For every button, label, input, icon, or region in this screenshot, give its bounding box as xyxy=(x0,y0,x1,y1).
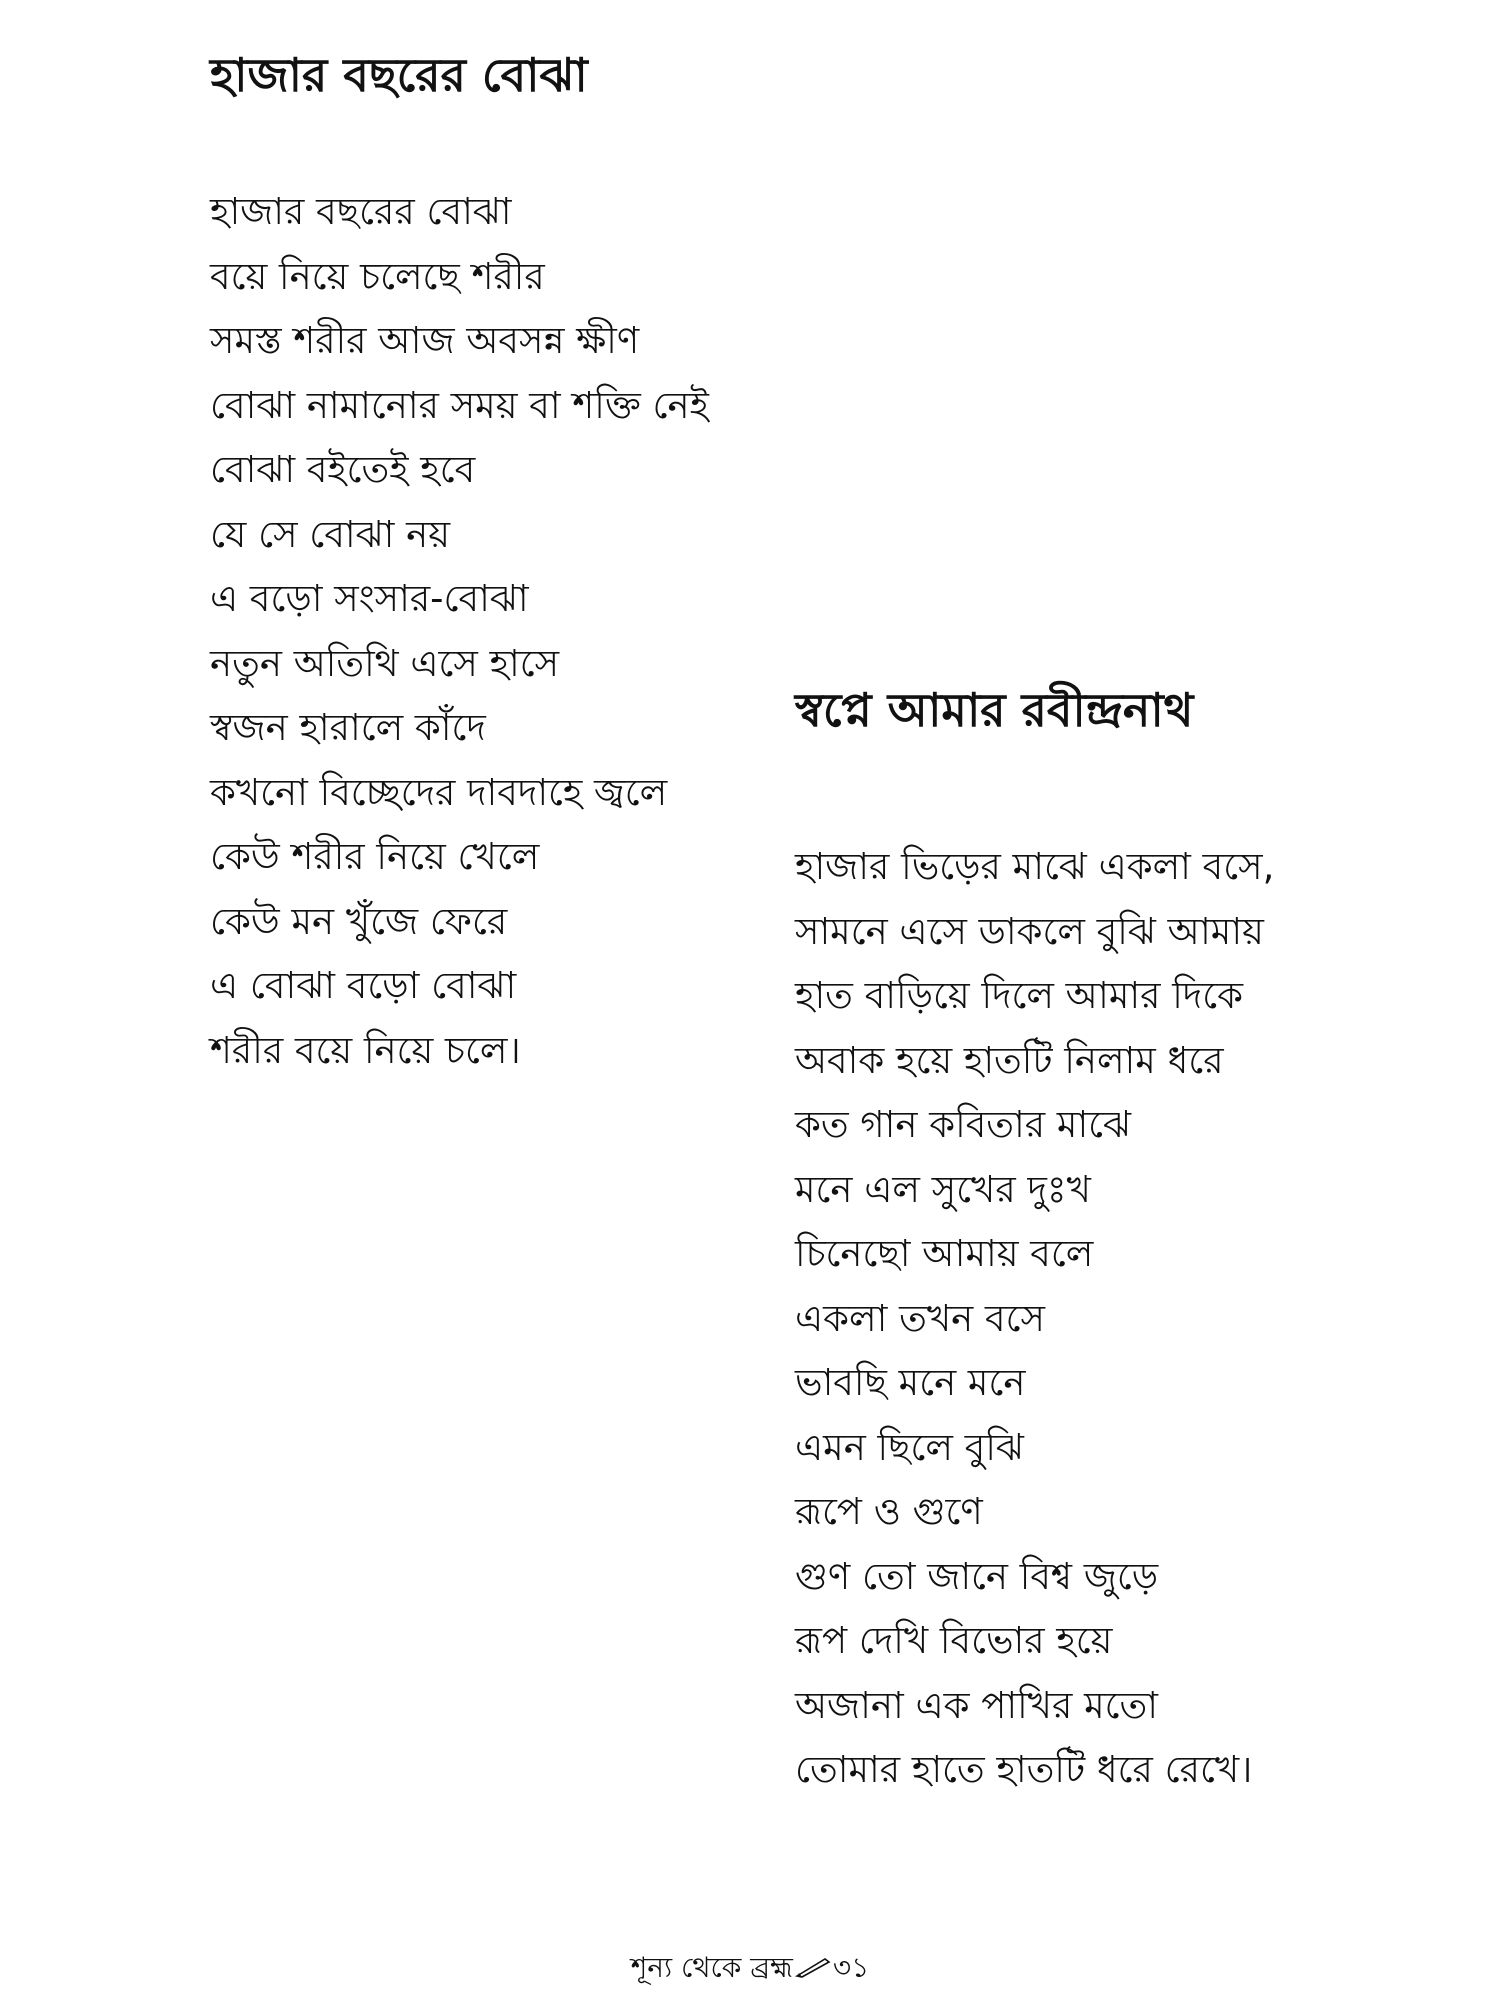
poem-line: সামনে এসে ডাকলে বুঝি আমায় xyxy=(795,909,1264,953)
poem-1 xyxy=(210,40,830,1083)
poem-lines xyxy=(795,835,1435,1803)
poem-line: কখনো বিচ্ছেদের দাবদাহে জ্বলে xyxy=(210,770,668,814)
poem-line: অবাক হয়ে হাতটি নিলাম ধরে xyxy=(795,1038,1224,1082)
book-title: শূন্য থেকে ব্রহ্ম xyxy=(630,1951,793,1984)
poem-line: হাজার ভিড়ের মাঝে একলা বসে, xyxy=(795,845,1275,888)
poem-line: বোঝা নামানোর সময় বা শক্তি নেই xyxy=(210,383,709,427)
poem-title: হাজার বছরের বোঝা xyxy=(210,48,588,102)
poem-line: এ বড়ো সংসার-বোঝা xyxy=(210,577,529,620)
poem-line: একলা তখন বসে xyxy=(795,1296,1045,1340)
poem-title: স্বপ্নে আমার রবীন্দ্রনাথ xyxy=(795,683,1194,737)
pen-icon xyxy=(795,1949,831,1989)
poem-line: মনে এল সুখের দুঃখ xyxy=(795,1167,1091,1211)
poem-2 xyxy=(795,675,1435,1803)
poem-lines xyxy=(210,180,830,1083)
poem-line: অজানা এক পাখির মতো xyxy=(795,1683,1158,1727)
poem-line: ভাবছি মনে মনে xyxy=(795,1361,1026,1404)
poem-line: গুণ তো জানে বিশ্ব জুড়ে xyxy=(795,1554,1159,1598)
poem-line: হাত বাড়িয়ে দিলে আমার দিকে xyxy=(795,974,1243,1017)
poem-line: তোমার হাতে হাতটি ধরে রেখে। xyxy=(795,1748,1253,1791)
poem-line: স্বজন হারালে কাঁদে xyxy=(210,706,486,749)
poem-line: যে সে বোঝা নয় xyxy=(210,512,451,556)
poem-line: রূপে ও গুণে xyxy=(795,1490,983,1533)
page-footer xyxy=(0,1948,1500,1989)
poem-line: এমন ছিলে বুঝি xyxy=(795,1425,1024,1469)
poem-line: বয়ে নিয়ে চলেছে শরীর xyxy=(210,254,545,298)
poem-line: কেউ শরীর নিয়ে খেলে xyxy=(210,835,540,878)
poem-line: বোঝা বইতেই হবে xyxy=(210,448,476,491)
poem-line: শরীর বয়ে নিয়ে চলে। xyxy=(210,1028,521,1072)
poem-line: কত গান কবিতার মাঝে xyxy=(795,1103,1132,1146)
poem-line: কেউ মন খুঁজে ফেরে xyxy=(210,899,508,943)
poem-line: নতুন অতিথি এসে হাসে xyxy=(210,641,560,685)
poem-line: হাজার বছরের বোঝা xyxy=(210,190,512,233)
poem-line: এ বোঝা বড়ো বোঝা xyxy=(210,964,517,1007)
poem-line: রূপ দেখি বিভোর হয়ে xyxy=(795,1619,1113,1662)
poem-line: চিনেছো আমায় বলে xyxy=(795,1232,1094,1275)
page-number: ৩১ xyxy=(832,1951,870,1984)
poem-line: সমস্ত শরীর আজ অবসন্ন ক্ষীণ xyxy=(210,319,640,362)
